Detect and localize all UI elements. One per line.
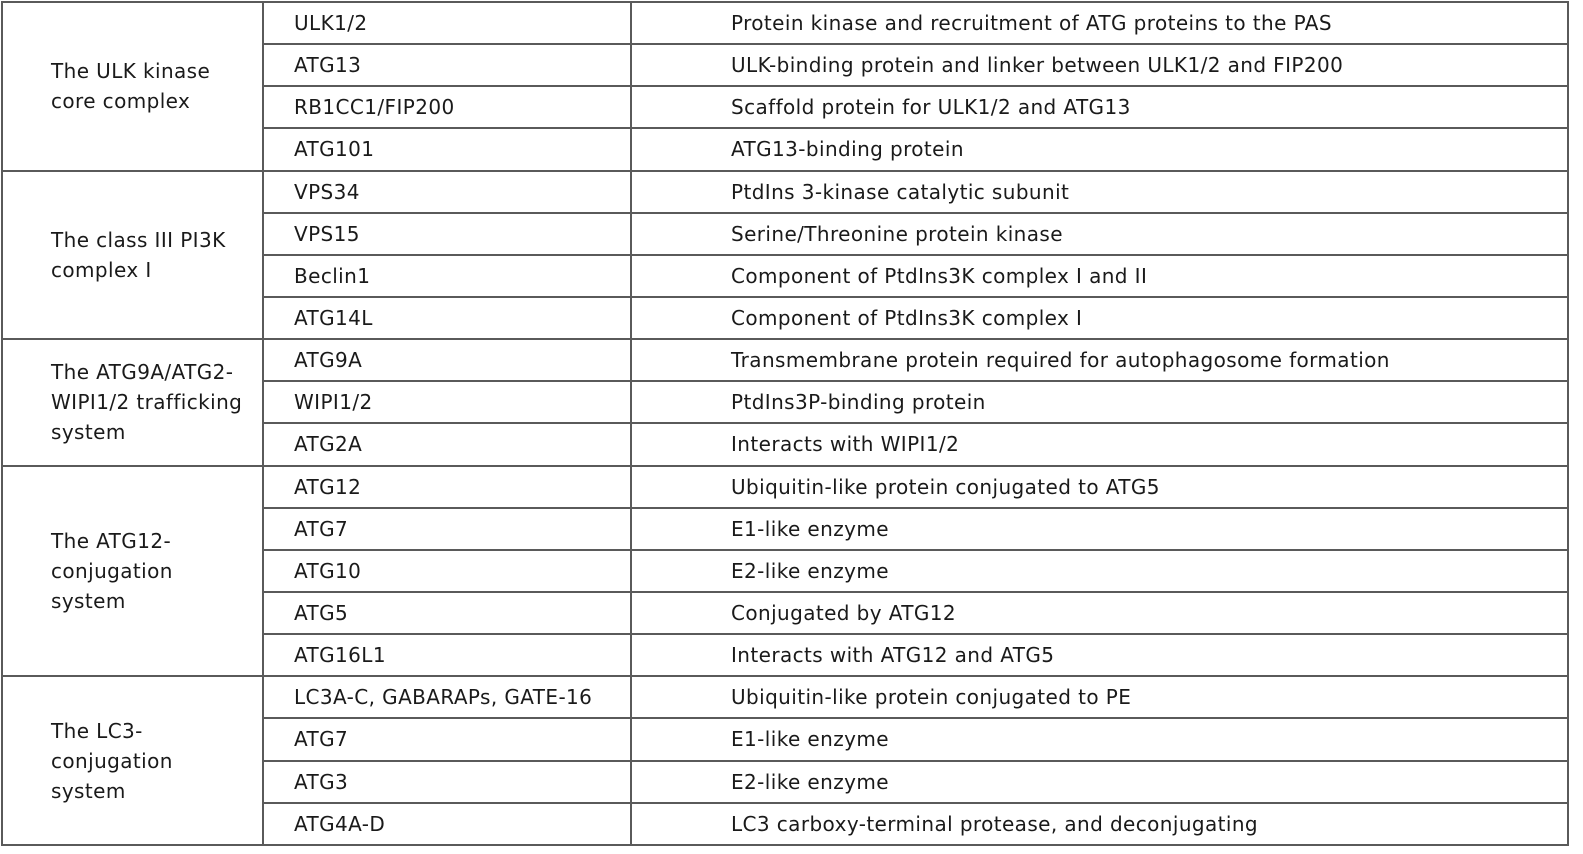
function-cell: ATG13-binding protein (631, 128, 1568, 170)
protein-cell: ATG101 (263, 128, 631, 170)
protein-cell: ATG7 (263, 508, 631, 550)
function-cell: ULK-binding protein and linker between ULK1/2 and FIP200 (631, 44, 1568, 86)
protein-cell: ATG2A (263, 423, 631, 465)
function-cell: Interacts with ATG12 and ATG5 (631, 634, 1568, 676)
protein-cell: VPS34 (263, 171, 631, 213)
table-row (2, 339, 1568, 381)
function-cell: Component of PtdIns3K complex I and II (631, 255, 1568, 297)
function-cell: E1-like enzyme (631, 508, 1568, 550)
function-cell: E2-like enzyme (631, 550, 1568, 592)
protein-cell: ATG13 (263, 44, 631, 86)
protein-cell: LC3A-C, GABARAPs, GATE-16 (263, 676, 631, 718)
autophagy-complex-table (1, 1, 1569, 846)
function-cell: Component of PtdIns3K complex I (631, 297, 1568, 339)
table-row (2, 466, 1568, 508)
autophagy-complex-table-container (1, 1, 1567, 846)
function-cell: E1-like enzyme (631, 718, 1568, 760)
protein-cell: ULK1/2 (263, 2, 631, 44)
protein-cell: WIPI1/2 (263, 381, 631, 423)
function-cell: PtdIns 3-kinase catalytic subunit (631, 171, 1568, 213)
protein-cell: ATG10 (263, 550, 631, 592)
function-cell: LC3 carboxy-terminal protease, and deconjugating (631, 803, 1568, 845)
function-cell: Interacts with WIPI1/2 (631, 423, 1568, 465)
protein-cell: ATG7 (263, 718, 631, 760)
protein-cell: ATG4A-D (263, 803, 631, 845)
function-cell: PtdIns3P-binding protein (631, 381, 1568, 423)
protein-cell: ATG5 (263, 592, 631, 634)
function-cell: Transmembrane protein required for autophagosome formation (631, 339, 1568, 381)
group-name-cell: The ULK kinase core complex (2, 2, 263, 171)
table-row (2, 676, 1568, 718)
protein-cell: RB1CC1/FIP200 (263, 86, 631, 128)
group-name-cell: The class III PI3K complex I (2, 171, 263, 340)
protein-cell: ATG9A (263, 339, 631, 381)
table-body (2, 2, 1568, 845)
protein-cell: ATG12 (263, 466, 631, 508)
function-cell: Conjugated by ATG12 (631, 592, 1568, 634)
protein-cell: ATG16L1 (263, 634, 631, 676)
table-row (2, 2, 1568, 44)
group-name-cell: The LC3-conjugation system (2, 676, 263, 845)
protein-cell: ATG3 (263, 761, 631, 803)
function-cell: Ubiquitin-like protein conjugated to ATG5 (631, 466, 1568, 508)
protein-cell: Beclin1 (263, 255, 631, 297)
protein-cell: VPS15 (263, 213, 631, 255)
function-cell: Scaffold protein for ULK1/2 and ATG13 (631, 86, 1568, 128)
group-name-cell: The ATG12-conjugation system (2, 466, 263, 677)
table-row (2, 171, 1568, 213)
group-name-cell: The ATG9A/ATG2-WIPI1/2 trafficking system (2, 339, 263, 465)
function-cell: E2-like enzyme (631, 761, 1568, 803)
function-cell: Protein kinase and recruitment of ATG proteins to the PAS (631, 2, 1568, 44)
function-cell: Ubiquitin-like protein conjugated to PE (631, 676, 1568, 718)
function-cell: Serine/Threonine protein kinase (631, 213, 1568, 255)
protein-cell: ATG14L (263, 297, 631, 339)
